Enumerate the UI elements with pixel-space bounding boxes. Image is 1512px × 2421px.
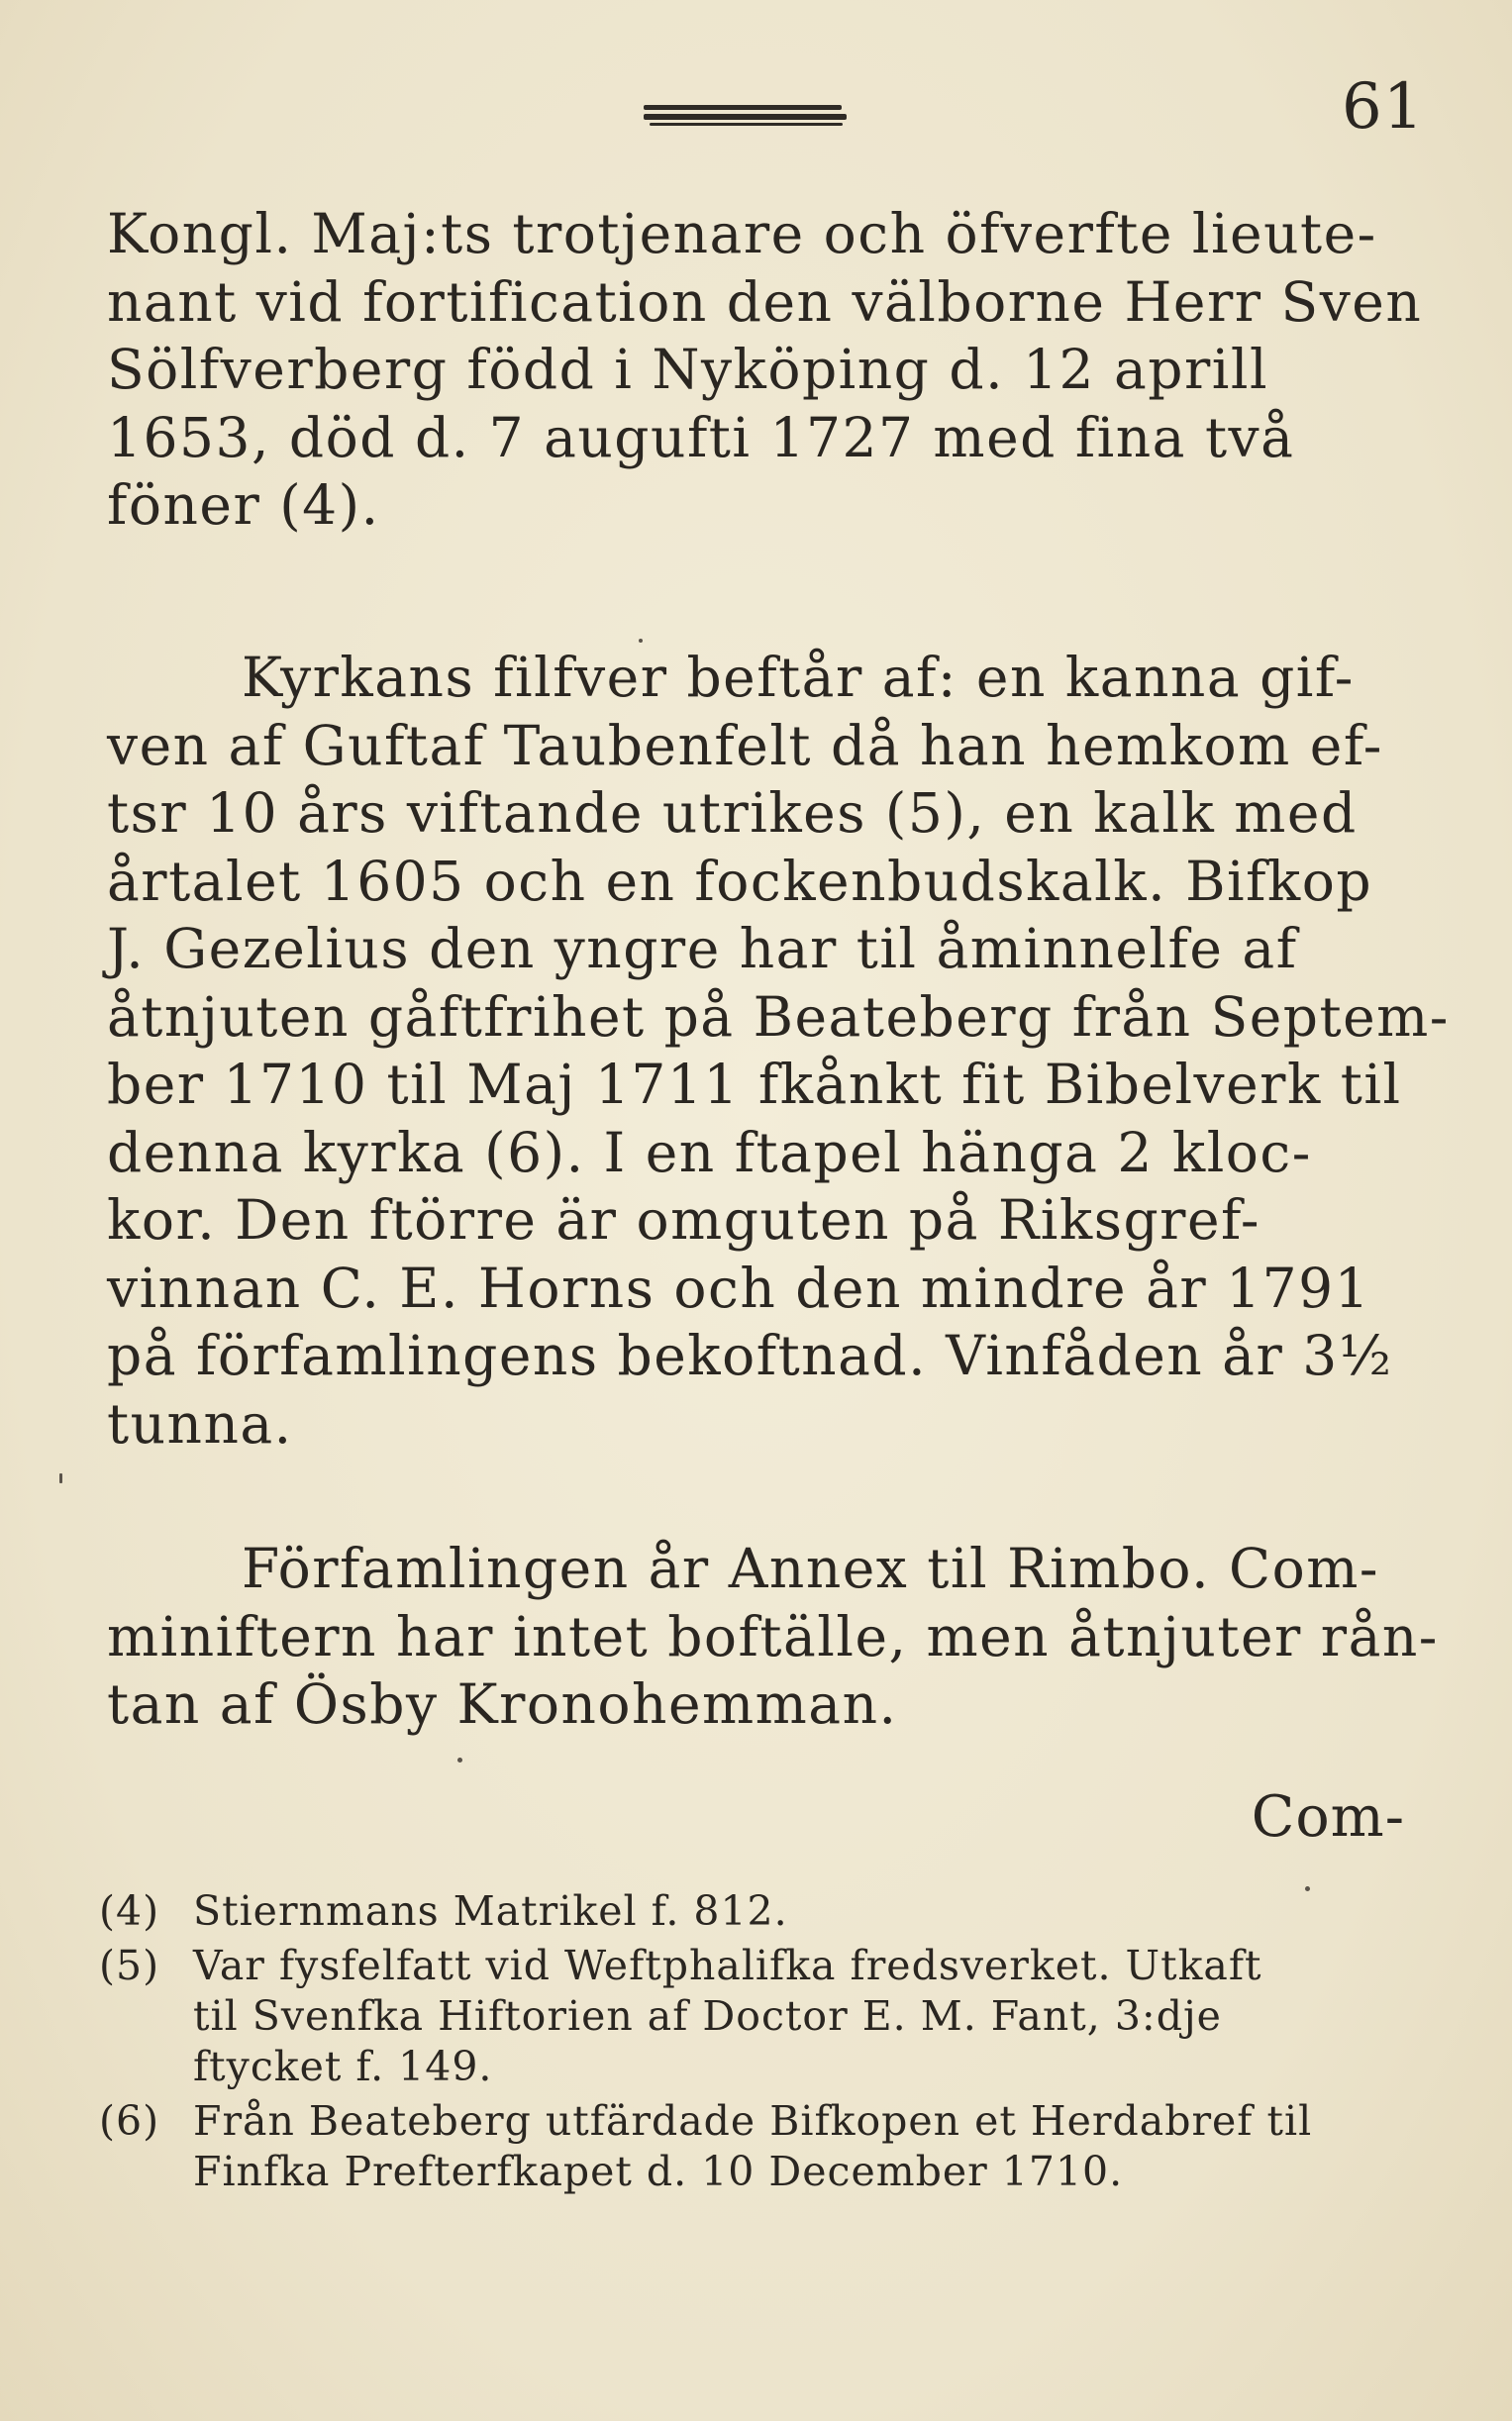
footnote-line: ftycket f. 149. bbox=[193, 2043, 493, 2090]
footnote-line: Stiernmans Matrikel f. 812. bbox=[193, 1887, 788, 1935]
text-line: ber 1710 til Maj 1711 fkånkt fit Bibelverk til bbox=[107, 1053, 1402, 1116]
footnote-line: Från Beateberg utfärdade Bifkopen et Herdabref til bbox=[193, 2097, 1313, 2145]
paper-speck bbox=[457, 1758, 462, 1763]
text-line: Förfamlingen år Annex til Rimbo. Com- bbox=[242, 1537, 1379, 1600]
footnote-line: til Svenfka Hiftorien af Doctor E. M. Fant, 3:dje bbox=[193, 1992, 1222, 2040]
text-line: J. Gezelius den yngre har til åminnelfe af bbox=[107, 917, 1298, 980]
text-line: föner (4). bbox=[107, 473, 380, 537]
paper-speck bbox=[1305, 1886, 1310, 1891]
footnote-line: Finfka Prefterfkapet d. 10 December 1710. bbox=[193, 2148, 1124, 2195]
paragraph-burial bbox=[107, 200, 1423, 540]
text-line: nant vid fortification den välborne Herr Sven bbox=[107, 269, 1423, 334]
text-line: på förfamlingens bekoftnad. Vinfåden år 3½ bbox=[107, 1324, 1393, 1387]
text-line: Sölfverberg född i Nyköping d. 12 aprill bbox=[107, 338, 1269, 401]
paragraph-congregation bbox=[107, 1535, 1439, 1739]
text-line: 1653, död d. 7 augufti 1727 med fina två bbox=[107, 405, 1295, 469]
text-line: kor. Den ftörre är omguten på Riksgref- bbox=[107, 1188, 1260, 1252]
footnote-5 bbox=[99, 1941, 1416, 2092]
paper-speck bbox=[639, 639, 643, 643]
catchword: Com- bbox=[1251, 1784, 1405, 1850]
footnote-line: Var fysfelfatt vid Weftphalifka fredsverket. Utkaft bbox=[193, 1942, 1262, 1989]
text-line: Kongl. Maj:ts trotjenare och öfverfte lieute- bbox=[107, 202, 1377, 265]
ornament-rule-bottom bbox=[650, 123, 843, 126]
text-line: miniftern har intet boftälle, men åtnjuter rån- bbox=[107, 1604, 1439, 1668]
footnote-4 bbox=[99, 1886, 1416, 1937]
ornament-rule-top bbox=[644, 105, 842, 110]
paper-speck bbox=[59, 1473, 62, 1483]
text-line: tunna. bbox=[107, 1391, 293, 1456]
ornament-rule-middle bbox=[644, 114, 847, 120]
paragraph-church-silver bbox=[107, 644, 1450, 1458]
text-line: ven af Guftaf Taubenfelt då han hemkom ef- bbox=[107, 713, 1383, 777]
footnote-marker: (5) bbox=[99, 1942, 160, 1989]
footnote-marker: (6) bbox=[99, 2097, 160, 2145]
text-line: tan af Ösby Kronohemman. bbox=[107, 1672, 898, 1736]
text-line: denna kyrka (6). I en ftapel hänga 2 kloc- bbox=[107, 1120, 1312, 1184]
footnote-6 bbox=[99, 2096, 1416, 2197]
footnotes bbox=[99, 1886, 1416, 2201]
text-line: vinnan C. E. Horns och den mindre år 1791 bbox=[107, 1256, 1371, 1320]
header-ornament bbox=[644, 99, 852, 129]
text-line: årtalet 1605 och en fockenbudskalk. Bifkop bbox=[107, 849, 1373, 913]
text-line: Kyrkans filfver beftår af: en kanna gif- bbox=[242, 646, 1355, 709]
text-line: tsr 10 års viftande utrikes (5), en kalk med bbox=[107, 781, 1358, 845]
text-line: åtnjuten gåftfrihet på Beateberg från Septem- bbox=[107, 984, 1450, 1049]
footnote-marker: (4) bbox=[99, 1887, 160, 1935]
page-number: 61 bbox=[1342, 70, 1425, 144]
